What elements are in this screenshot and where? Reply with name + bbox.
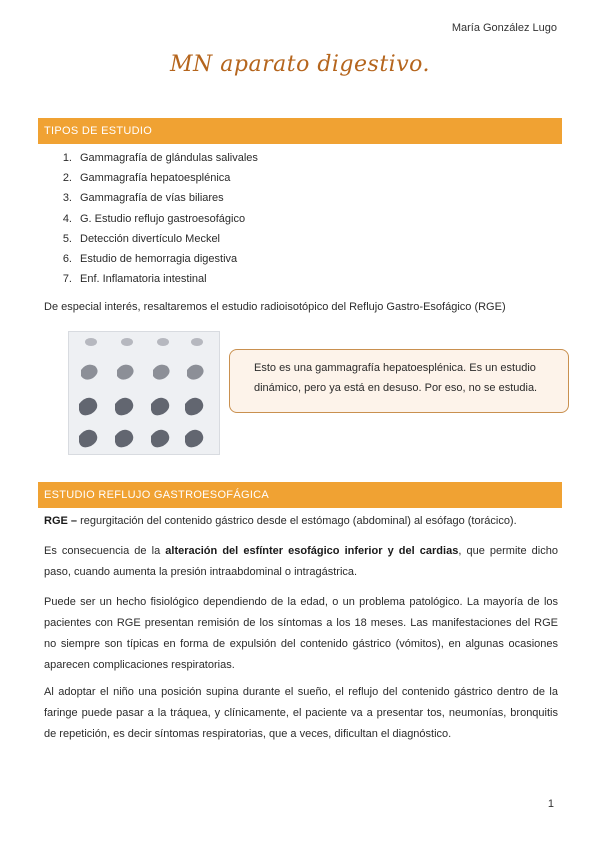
- supine-paragraph: Al adoptar el niño una posición supina durante el sueño, el reflujo del contenido gástrico dentro de la faringe puede pasar a la tráquea, y clínicamente, el paciente va a presentar tos, neumonías, bronquitis de repetición, es decir síntomas respiratorias, que a veces, dificultan el diagnóstico.: [44, 686, 558, 740]
- list-item: 2. Gammagrafía hepatoesplénica: [62, 172, 231, 185]
- rge-term: RGE –: [44, 515, 78, 527]
- physiology-paragraph: Puede ser un hecho fisiológico dependiendo de la edad, o un problema patológico. La mayoría de los pacientes con RGE presentan remisión de los síntomas a los 18 meses. Las manifestaciones del RGE no siempre son típicas en forma de expulsión del contenido gástrico (vómitos), en algunas ocasiones aparecen complicaciones respiratorias.: [44, 596, 558, 671]
- rge-definition: RGE – regurgitación del contenido gástrico desde el estómago (abdominal) al esófago (torácico).: [44, 515, 517, 527]
- list-item: 6. Estudio de hemorragia digestiva: [62, 252, 238, 265]
- study-types-list: [44, 148, 258, 289]
- list-item: 7. Enf. Inflamatoria intestinal: [62, 273, 207, 286]
- scintigraphy-image: [68, 331, 220, 455]
- list-item: 1. Gammagrafía de glándulas salivales: [62, 152, 258, 164]
- list-item: 4. G. Estudio reflujo gastroesofágico: [62, 212, 246, 225]
- section-heading-tipos: TIPOS DE ESTUDIO: [38, 118, 562, 144]
- list-item: 3. Gammagrafía de vías biliares: [62, 192, 224, 205]
- consequence-paragraph: Es consecuencia de la alteración del esfínter esofágico inferior y del cardias, que permite dicho paso, cuando aumenta la presión intraabdominal o intragástrica.: [44, 545, 558, 578]
- section-heading-reflujo: ESTUDIO REFLUJO GASTROESOFÁGICA: [38, 482, 562, 508]
- author-name: María González Lugo: [451, 22, 557, 34]
- list-item: 5. Detección divertículo Meckel: [62, 232, 221, 245]
- sphincter-emphasis: alteración del esfínter esofágico inferior y del cardias: [165, 545, 459, 557]
- page-number: 1: [547, 798, 554, 810]
- note-callout: Esto es una gammagrafía hepatoesplénica. Es un estudio dinámico, pero ya está en desuso. Por eso, no se estudia.: [229, 349, 569, 413]
- document-title: MN aparato digestivo.: [170, 52, 430, 77]
- scan-grid-graphic: [69, 332, 219, 454]
- interest-paragraph: De especial interés, resaltaremos el estudio radioisotópico del Reflujo Gastro-Esofágico (RGE): [44, 301, 506, 313]
